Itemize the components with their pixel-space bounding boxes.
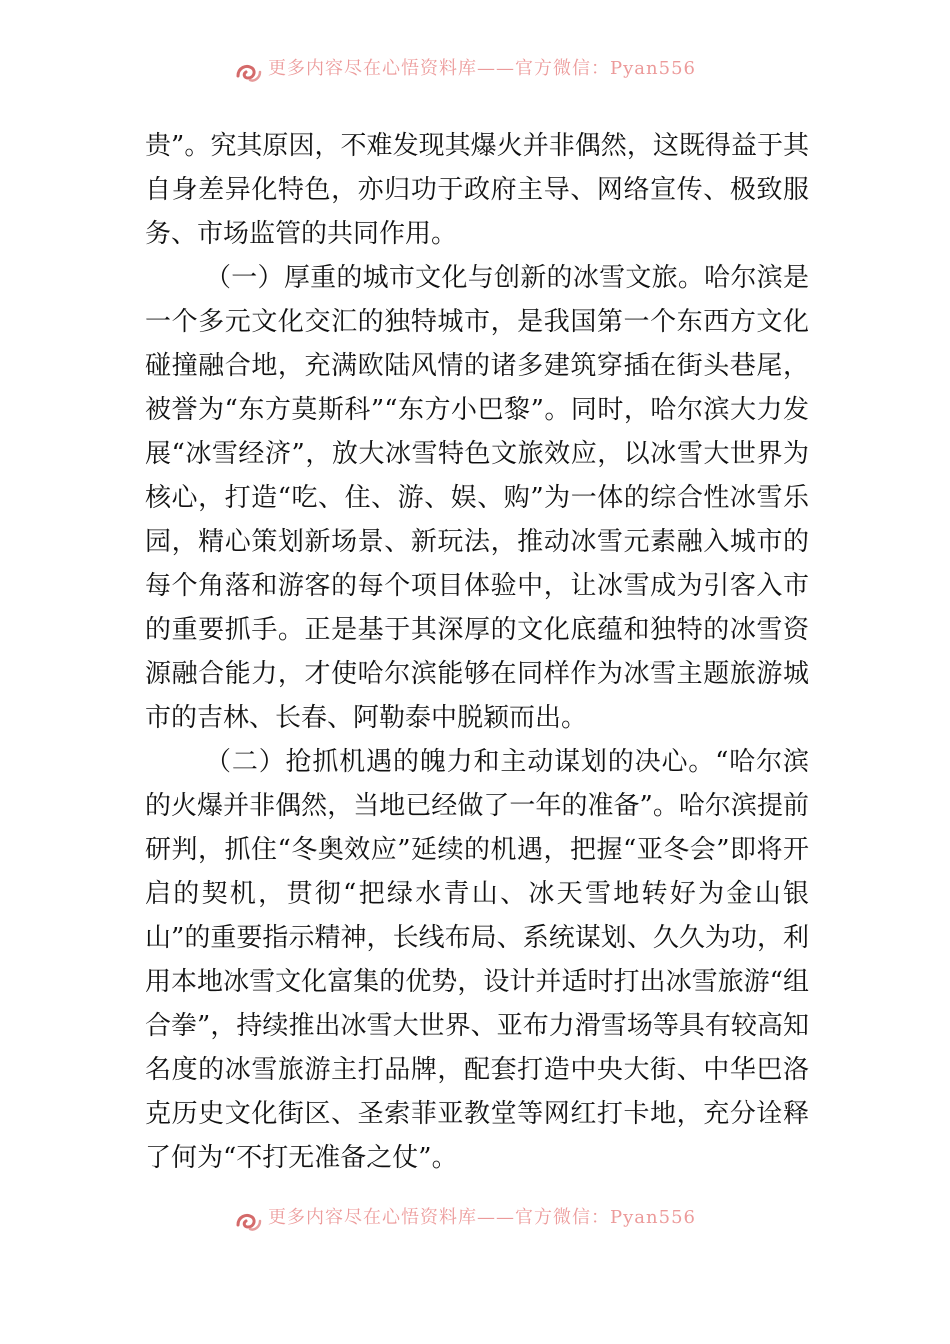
footer-watermark — [0, 1207, 950, 1237]
paragraph-section-two: （二）抢抓机遇的魄力和主动谋划的决心。“哈尔滨的火爆并非偶然，当地已经做了一年的准备”。哈尔滨提前研判，抓住“冬奥效应”延续的机遇，把握“亚冬会”即将开启的契机，贯彻“把绿水青山、冰天雪地转好为金山银山”的重要指示精神，长线布局、系统谋划、久久为功，利用本地冰雪文化富集的优势，设计并适时打出冰雪旅游“组合拳”，持续推出冰雪大世界、亚布力滑雪场等具有较高知名度的冰雪旅游主打品牌，配套打造中央大街、中华巴洛克历史文化街区、圣索菲亚教堂等网红打卡地，充分诠释了何为“不打无准备之仗”。 — [145, 747, 809, 1173]
watermark-text: 更多内容尽在心悟资料库——官方微信：Pyan556 — [268, 1207, 696, 1228]
watermark-text: 更多内容尽在心悟资料库——官方微信：Pyan556 — [268, 58, 696, 79]
watermark-logo-icon — [234, 1209, 264, 1235]
paragraph-continuation: 贵”。究其原因，不难发现其爆火并非偶然，这既得益于其自身差异化特色，亦归功于政府主导、网络宣传、极致服务、市场监管的共同作用。 — [145, 131, 809, 249]
header-watermark — [0, 58, 950, 88]
paragraph-section-one: （一）厚重的城市文化与创新的冰雪文旅。哈尔滨是一个多元文化交汇的独特城市，是我国第一个东西方文化碰撞融合地，充满欧陆风情的诸多建筑穿插在街头巷尾，被誉为“东方莫斯科”“东方小巴黎”。同时，哈尔滨大力发展“冰雪经济”，放大冰雪特色文旅效应，以冰雪大世界为核心，打造“吃、住、游、娱、购”为一体的综合性冰雪乐园，精心策划新场景、新玩法，推动冰雪元素融入城市的每个角落和游客的每个项目体验中，让冰雪成为引客入市的重要抓手。正是基于其深厚的文化底蕴和独特的冰雪资源融合能力，才使哈尔滨能够在同样作为冰雪主题旅游城市的吉林、长春、阿勒泰中脱颖而出。 — [145, 263, 809, 733]
watermark-logo-icon — [234, 60, 264, 86]
document-body — [145, 124, 809, 1180]
